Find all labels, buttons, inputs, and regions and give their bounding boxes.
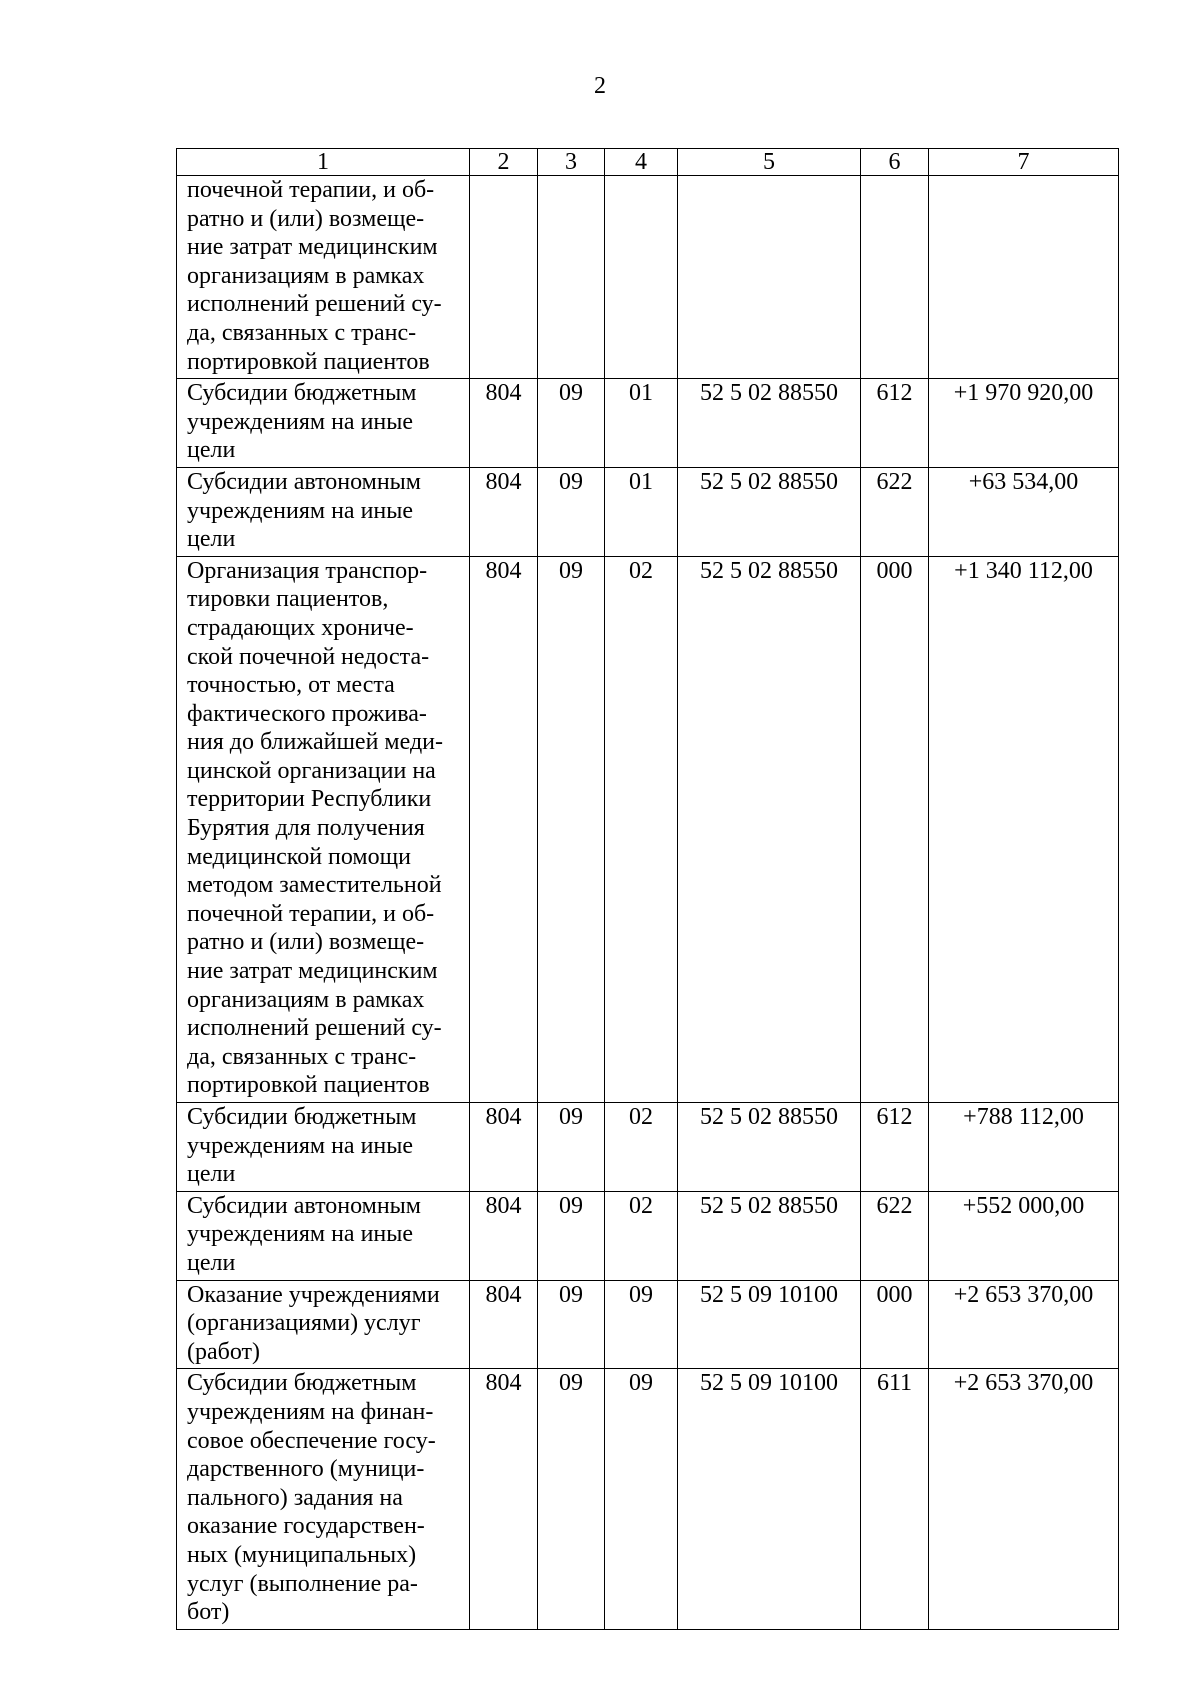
subsection-cell: 09: [605, 1369, 678, 1629]
section-cell: [538, 176, 605, 379]
expense-type-cell: 612: [861, 379, 929, 468]
item-name-line: организациям в рамках: [187, 262, 425, 289]
item-name-line: Субсидии автономным: [187, 468, 421, 495]
item-name-cell: [177, 1191, 470, 1280]
subsection-cell: [605, 176, 678, 379]
item-name-line: Субсидии бюджетным: [187, 1370, 417, 1397]
target-article-cell: 52 5 02 88550: [678, 467, 861, 556]
section-cell: 09: [538, 1369, 605, 1629]
item-name-line: учреждениям на иные: [187, 408, 414, 435]
item-name-line: Оказание учреждениями: [187, 1281, 440, 1308]
item-name-line: цели: [187, 1161, 236, 1188]
expense-type-cell: 622: [861, 1191, 929, 1280]
subsection-cell: 02: [605, 1191, 678, 1280]
section-cell: 09: [538, 1280, 605, 1369]
amount-cell: +788 112,00: [929, 1103, 1119, 1192]
admin-code-cell: 804: [470, 467, 538, 556]
item-name-cell: [177, 1280, 470, 1369]
table-row: [177, 379, 1119, 468]
item-name-line: страдающих хрониче-: [187, 614, 414, 641]
header-cell-3: 3: [538, 149, 605, 176]
amount-cell: +63 534,00: [929, 467, 1119, 556]
item-name-line: да, связанных с транс-: [187, 1043, 417, 1070]
item-name-line: совое обеспечение госу-: [187, 1427, 436, 1454]
item-name-line: цели: [187, 437, 236, 464]
item-name-line: точностью, от места: [187, 672, 395, 699]
item-name-line: Бурятия для получения: [187, 815, 425, 842]
amount-cell: [929, 176, 1119, 379]
admin-code-cell: 804: [470, 1103, 538, 1192]
item-name-line: ратно и (или) возмеще-: [187, 205, 425, 232]
header-cell-4: 4: [605, 149, 678, 176]
item-name-line: ных (муниципальных): [187, 1541, 417, 1568]
target-article-cell: 52 5 02 88550: [678, 556, 861, 1102]
item-name-line: дарственного (муници-: [187, 1456, 425, 1483]
subsection-cell: 09: [605, 1280, 678, 1369]
table-row: [177, 1280, 1119, 1369]
item-name-line: медицинской помощи: [187, 843, 411, 870]
table-row: [177, 1369, 1119, 1629]
item-name-line: бот): [187, 1599, 230, 1626]
item-name-line: учреждениям на иные: [187, 1221, 414, 1248]
section-cell: 09: [538, 1191, 605, 1280]
expense-type-cell: [861, 176, 929, 379]
admin-code-cell: 804: [470, 1369, 538, 1629]
table-row: [177, 1191, 1119, 1280]
subsection-cell: 01: [605, 467, 678, 556]
subsection-cell: 02: [605, 556, 678, 1102]
section-cell: 09: [538, 556, 605, 1102]
item-name-line: (организациями) услуг: [187, 1310, 421, 1337]
item-name-line: оказание государствен-: [187, 1513, 425, 1540]
target-article-cell: [678, 176, 861, 379]
header-cell-1: 1: [177, 149, 470, 176]
item-name-line: учреждениям на финан-: [187, 1398, 434, 1425]
item-name-line: ратно и (или) возмеще-: [187, 929, 425, 956]
item-name-cell: [177, 556, 470, 1102]
item-name-line: организациям в рамках: [187, 986, 425, 1013]
target-article-cell: 52 5 09 10100: [678, 1280, 861, 1369]
item-name-line: цинской организации на: [187, 757, 436, 784]
item-name-cell: [177, 379, 470, 468]
header-row: [177, 149, 1119, 176]
expense-type-cell: 000: [861, 1280, 929, 1369]
item-name-line: Субсидии автономным: [187, 1192, 421, 1219]
item-name-line: тировки пациентов,: [187, 586, 389, 613]
section-cell: 09: [538, 1103, 605, 1192]
item-name-line: исполнений решений су-: [187, 1015, 442, 1042]
item-name-line: ние затрат медицинским: [187, 234, 438, 261]
item-name-line: портировкой пациентов: [187, 1072, 430, 1099]
admin-code-cell: 804: [470, 379, 538, 468]
item-name-line: ния до ближайшей меди-: [187, 729, 443, 756]
item-name-line: территории Республики: [187, 786, 432, 813]
expense-type-cell: 000: [861, 556, 929, 1102]
item-name-line: исполнений решений су-: [187, 291, 442, 318]
item-name-line: Субсидии бюджетным: [187, 380, 417, 407]
subsection-cell: 01: [605, 379, 678, 468]
header-cell-5: 5: [678, 149, 861, 176]
expense-type-cell: 622: [861, 467, 929, 556]
item-name-line: учреждениям на иные: [187, 1132, 414, 1159]
amount-cell: +2 653 370,00: [929, 1369, 1119, 1629]
admin-code-cell: 804: [470, 1191, 538, 1280]
header-cell-2: 2: [470, 149, 538, 176]
item-name-line: методом заместительной: [187, 872, 442, 899]
table-row: [177, 467, 1119, 556]
item-name-line: ской почечной недоста-: [187, 643, 430, 670]
amount-cell: +1 970 920,00: [929, 379, 1119, 468]
item-name-line: (работ): [187, 1338, 261, 1365]
item-name-cell: [177, 1103, 470, 1192]
item-name-line: фактического прожива-: [187, 700, 427, 727]
amount-cell: +1 340 112,00: [929, 556, 1119, 1102]
item-name-line: Субсидии бюджетным: [187, 1104, 417, 1130]
admin-code-cell: [470, 176, 538, 379]
expense-type-cell: 611: [861, 1369, 929, 1629]
table-row: [177, 1103, 1119, 1192]
section-cell: 09: [538, 379, 605, 468]
item-name-line: портировкой пациентов: [187, 348, 430, 375]
budget-table: [176, 148, 1119, 1630]
header-cell-7: 7: [929, 149, 1119, 176]
admin-code-cell: 804: [470, 1280, 538, 1369]
page-number: 2: [594, 73, 606, 99]
item-name-cell: [177, 1369, 470, 1629]
amount-cell: +552 000,00: [929, 1191, 1119, 1280]
amount-cell: +2 653 370,00: [929, 1280, 1119, 1369]
item-name-line: ние затрат медицинским: [187, 958, 438, 985]
item-name-line: услуг (выполнение ра-: [187, 1570, 418, 1597]
table-row: [177, 556, 1119, 1102]
target-article-cell: 52 5 02 88550: [678, 1191, 861, 1280]
header-cell-6: 6: [861, 149, 929, 176]
item-name-line: Организация транспор-: [187, 557, 428, 584]
target-article-cell: 52 5 02 88550: [678, 1103, 861, 1192]
item-name-line: цели: [187, 1249, 236, 1276]
item-name-line: да, связанных с транс-: [187, 319, 417, 346]
section-cell: 09: [538, 467, 605, 556]
item-name-line: почечной терапии, и об-: [187, 900, 435, 927]
item-name-line: пального) задания на: [187, 1484, 403, 1511]
admin-code-cell: 804: [470, 556, 538, 1102]
item-name-line: учреждениям на иные: [187, 497, 414, 524]
table-row: [177, 176, 1119, 379]
target-article-cell: 52 5 09 10100: [678, 1369, 861, 1629]
item-name-cell: [177, 176, 470, 379]
item-name-cell: [177, 467, 470, 556]
expense-type-cell: 612: [861, 1103, 929, 1192]
target-article-cell: 52 5 02 88550: [678, 379, 861, 468]
subsection-cell: 02: [605, 1103, 678, 1192]
item-name-line: почечной терапии, и об-: [187, 177, 435, 203]
item-name-line: цели: [187, 526, 236, 553]
